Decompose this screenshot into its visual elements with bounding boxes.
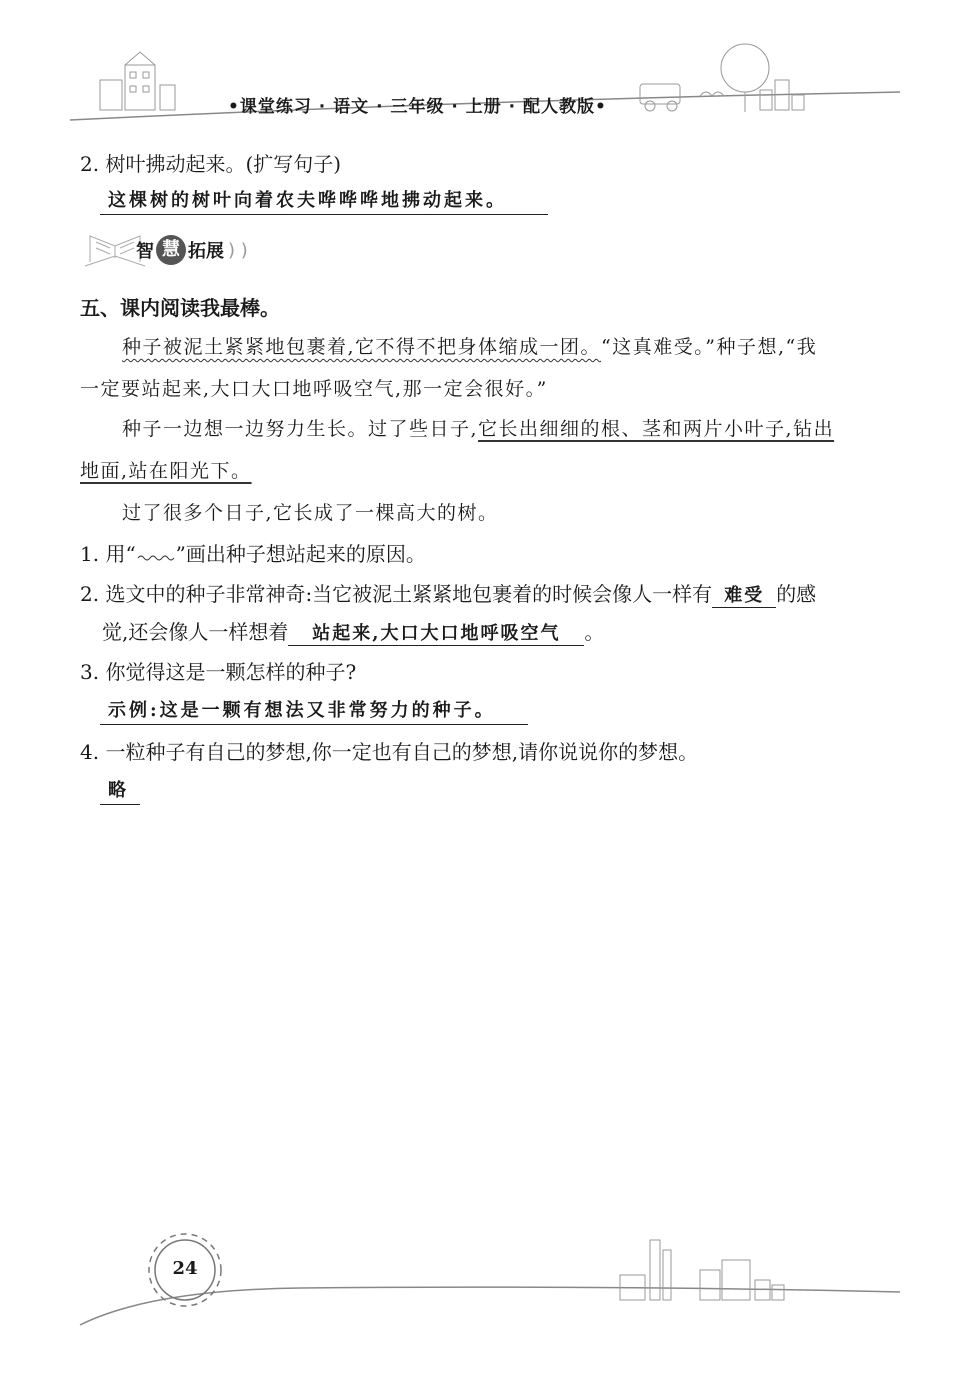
passage-quote: “这真难受。”种子想,“我 — [601, 336, 818, 358]
question-1-prefix: 1. 用“ — [80, 542, 136, 566]
city-skyline-illustration-icon — [620, 1240, 784, 1300]
question-3-answer-text: 示例:这是一颗有想法又非常努力的种子。 — [108, 700, 496, 721]
question-3: 3. 你觉得这是一颗怎样的种子? — [80, 660, 357, 684]
houses-illustration-icon — [100, 52, 175, 110]
passage-p2-start: 种子一边想一边努力生长。过了些日子, — [122, 418, 479, 440]
question-4-answer — [100, 776, 140, 805]
section-badge — [136, 232, 248, 268]
passage-p2-underlined: 它长出细细的根、茎和两片小叶子,钻出 — [478, 418, 835, 440]
question-3-answer — [100, 696, 528, 725]
question-4-answer-text: 略 — [108, 780, 129, 801]
badge-part2: 慧 — [156, 235, 186, 265]
question-2-line-2 — [102, 616, 604, 646]
wavy-line-icon — [136, 544, 176, 568]
page-number: 24 — [172, 1258, 198, 1279]
passage-line-4 — [80, 456, 252, 483]
badge-part1: 智 — [136, 241, 154, 262]
badge-part3: 拓展 — [188, 241, 224, 262]
question-1 — [80, 538, 426, 568]
q2-expand-answer — [100, 186, 548, 215]
q2-expand-answer-text: 这棵树的树叶向着农夫哗哗哗地拂动起来。 — [108, 190, 507, 211]
question-2-line2-b: 。 — [584, 620, 605, 644]
tree-car-illustration-icon — [640, 44, 804, 112]
section5-title: 五、课内阅读我最棒。 — [80, 296, 280, 320]
question-1-suffix: ”画出种子想站起来的原因。 — [175, 542, 426, 566]
passage-line-5: 过了很多个日子,它长成了一棵高大的树。 — [122, 502, 499, 524]
question-2-blank-1: 难受 — [712, 581, 776, 608]
badge-arcs-icon: ) ) — [228, 239, 248, 261]
question-2-text-a: 2. 选文中的种子非常神奇:当它被泥土紧紧地包裹着的时候会像人一样有 — [80, 582, 713, 606]
question-4: 4. 一粒种子有自己的梦想,你一定也有自己的梦想,请你说说你的梦想。 — [80, 740, 699, 764]
passage-wavy-sentence: 种子被泥土紧紧地包裹着,它不得不把身体缩成一团。 — [122, 336, 602, 358]
passage-line-2: 一定要站起来,大口大口地呼吸空气,那一定会很好。” — [80, 378, 548, 400]
question-2-blank-2: 站起来,大口大口地呼吸空气 — [288, 619, 584, 646]
passage-p2-line2-underlined: 地面,站在阳光下。 — [80, 460, 252, 482]
question-2 — [80, 578, 816, 608]
passage-line-1 — [122, 332, 817, 359]
question-2-line2-a: 觉,还会像人一样想着 — [102, 620, 289, 644]
q2-expand-question: 2. 树叶拂动起来。(扩写句子) — [80, 152, 342, 176]
question-2-text-b: 的感 — [776, 582, 817, 606]
footer-decoration — [0, 1230, 979, 1330]
passage-line-3 — [122, 414, 834, 441]
header-title: •课堂练习 · 语文 · 三年级 · 上册 · 配人教版• — [228, 97, 607, 117]
